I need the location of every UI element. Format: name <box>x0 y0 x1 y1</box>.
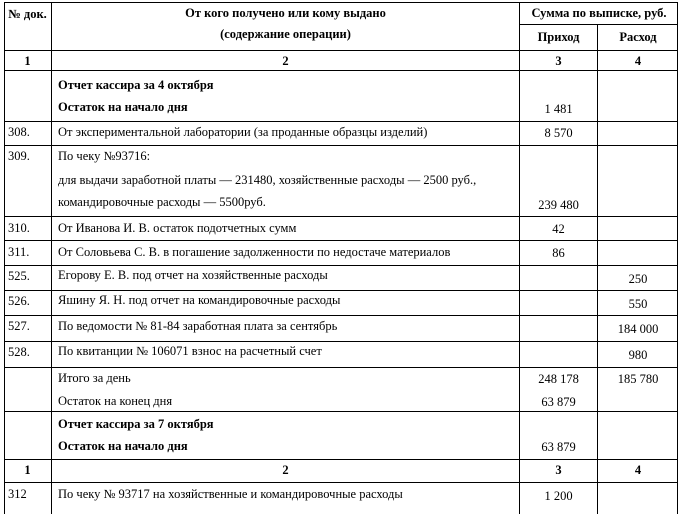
col-number-1-repeat: 1 <box>24 463 31 477</box>
col-number-4: 4 <box>634 54 642 68</box>
row-526-expense: 550 <box>628 297 648 311</box>
row-308-income: 8 570 <box>544 126 573 140</box>
totals-day-label: Итого за день <box>58 371 131 385</box>
totals-closing-label: Остаток на конец дня <box>58 394 173 408</box>
row-308-text: От экспериментальной лаборатории (за проданные образцы изделий) <box>58 125 428 139</box>
row-525-doc: 525. <box>8 269 30 283</box>
col-number-3-repeat: 3 <box>555 463 562 477</box>
header-content-line-2: (содержание операции) <box>220 27 351 41</box>
row-309-income: 239 480 <box>538 198 579 212</box>
header-sum: Сумма по выписке, руб. <box>531 6 667 20</box>
totals-day-expense: 185 780 <box>617 372 659 386</box>
row-527-doc: 527. <box>8 319 30 333</box>
row-311-text: От Соловьева С. В. в погашение задолженности по недостаче материалов <box>58 245 451 259</box>
col-number-2-repeat: 2 <box>282 463 289 477</box>
row-312-text: По чеку № 93717 на хозяйственные и командировочные расходы <box>58 487 403 501</box>
row-310-doc: 310. <box>8 221 30 235</box>
header-income: Приход <box>537 30 580 44</box>
day1-opening-label: Остаток на начало дня <box>58 100 188 114</box>
row-309-text-2: для выдачи заработной платы — 231480, хозяйственные расходы — 2500 руб., <box>58 173 477 187</box>
col-number-4-repeat: 4 <box>634 463 642 477</box>
row-310-text: От Иванова И. В. остаток подотчетных сумм <box>58 221 297 235</box>
row-528-doc: 528. <box>8 345 30 359</box>
day2-opening-value: 63 879 <box>541 440 576 454</box>
row-310-income: 42 <box>552 222 565 236</box>
row-312-income: 1 200 <box>544 489 573 503</box>
row-528-text: По квитанции № 106071 взнос на расчетный счет <box>58 344 322 358</box>
header-expense: Расход <box>619 30 657 44</box>
header-content-line-1: От кого получено или кому выдано <box>185 6 386 20</box>
row-309-text-3: командировочные расходы — 5500руб. <box>58 195 266 209</box>
col-number-2: 2 <box>282 54 289 68</box>
row-525-expense: 250 <box>628 272 648 286</box>
day2-title: Отчет кассира за 7 октября <box>58 417 214 431</box>
totals-closing-value: 63 879 <box>541 395 576 409</box>
row-311-doc: 311. <box>8 245 30 259</box>
col-number-1: 1 <box>24 54 31 68</box>
header-doc-number: № док. <box>8 7 47 21</box>
totals-day-income: 248 178 <box>538 372 579 386</box>
day1-title: Отчет кассира за 4 октября <box>58 78 214 92</box>
row-309-text-1: По чеку №93716: <box>58 149 151 163</box>
row-308-doc: 308. <box>8 125 30 139</box>
row-527-expense: 184 000 <box>617 322 659 336</box>
day1-opening-value: 1 481 <box>544 102 573 116</box>
row-526-doc: 526. <box>8 294 30 308</box>
row-526-text: Яшину Я. Н. под отчет на командировочные расходы <box>58 293 341 307</box>
row-311-income: 86 <box>552 246 565 260</box>
row-312-doc: 312 <box>8 487 27 501</box>
cash-report-table <box>4 2 678 514</box>
row-525-text: Егорову Е. В. под отчет на хозяйственные расходы <box>58 268 328 282</box>
row-309-doc: 309. <box>8 149 30 163</box>
day2-opening-label: Остаток на начало дня <box>58 439 188 453</box>
row-527-text: По ведомости № 81-84 заработная плата за сентябрь <box>58 319 338 333</box>
col-number-3: 3 <box>555 54 562 68</box>
row-528-expense: 980 <box>628 348 648 362</box>
